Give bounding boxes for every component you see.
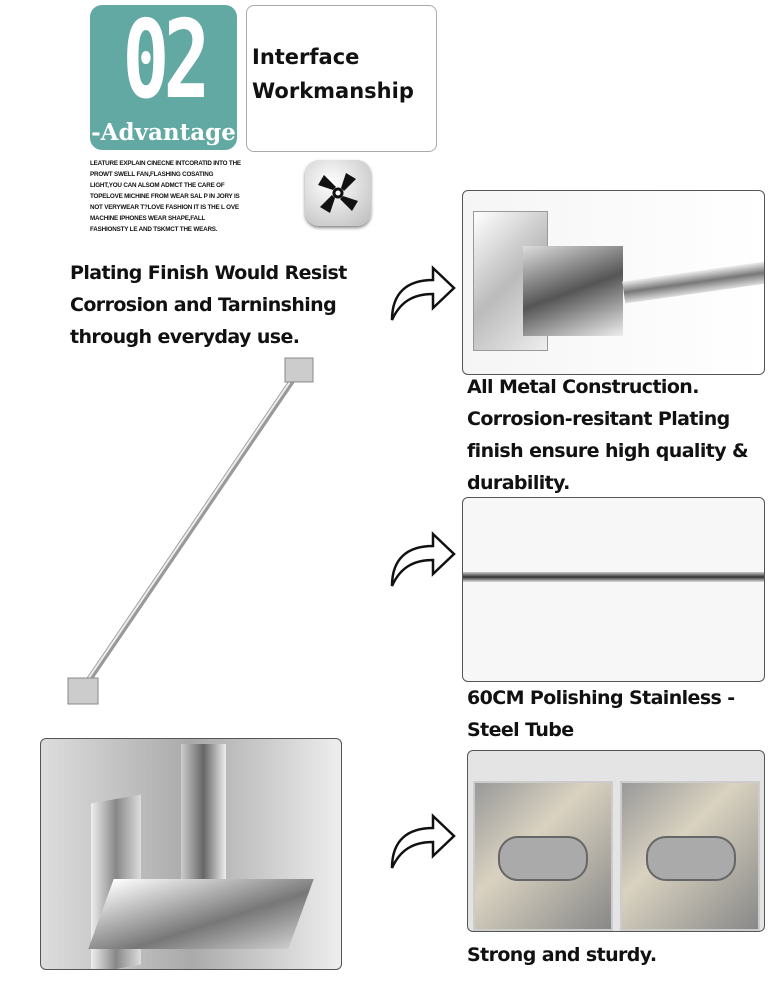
caption-line: Corrosion-resitant Plating: [467, 408, 730, 430]
filler-text: LEATURE EXPLAIN CINECNE INTCORATID INTO THE PROWT SWELL FAN,FLASHING COSATING LIGHT,YOU CAN ALSOM ADMCT THE CARE OF TOPELOVE MICHINE FROM WEAR SAL P IN JORY IS NOT VERYWEAR T?LOVE FASHION IT IS THE L OVE MACHINE IPHONES WEAR SHAPE,FALL FASHIONSTY LE AND TSKMCT THE WEARS.: [90, 160, 241, 233]
caption-line: Corrosion and Tarninshing: [70, 294, 337, 316]
curved-arrow-icon: [388, 528, 458, 588]
caption-line: Plating Finish Would Resist: [70, 262, 347, 284]
title-line: Workmanship: [252, 79, 414, 103]
section-title: [246, 5, 437, 152]
curved-arrow-icon: [388, 810, 458, 870]
caption-line: Steel Tube: [467, 719, 574, 741]
towel-bar-image: [60, 350, 330, 720]
title-line: Interface: [252, 45, 360, 69]
caption-line: Strong and sturdy.: [467, 944, 657, 966]
caption-line: All Metal Construction.: [467, 376, 699, 398]
caption-tube: [467, 682, 735, 746]
caption-sturdy: [467, 939, 656, 971]
caption-line: through everyday use.: [70, 326, 300, 348]
tube-photo: [462, 497, 765, 682]
bracket-pair-photo: [40, 738, 342, 970]
badge-number: 02: [122, 0, 205, 123]
curved-arrow-icon: [388, 262, 458, 322]
caption-line: 60CM Polishing Stainless -: [467, 687, 735, 709]
advantage-badge: [90, 0, 237, 150]
caption-plating: [70, 257, 347, 353]
caption-line: finish ensure high quality &: [467, 440, 748, 462]
bracket-closeup-photo: [462, 190, 765, 375]
mounting-plates-photo: [467, 750, 765, 932]
fan-icon: [305, 160, 371, 226]
caption-metal: [467, 371, 748, 499]
caption-line: durability.: [467, 472, 570, 494]
badge-subtitle: -Advantage: [91, 119, 236, 146]
